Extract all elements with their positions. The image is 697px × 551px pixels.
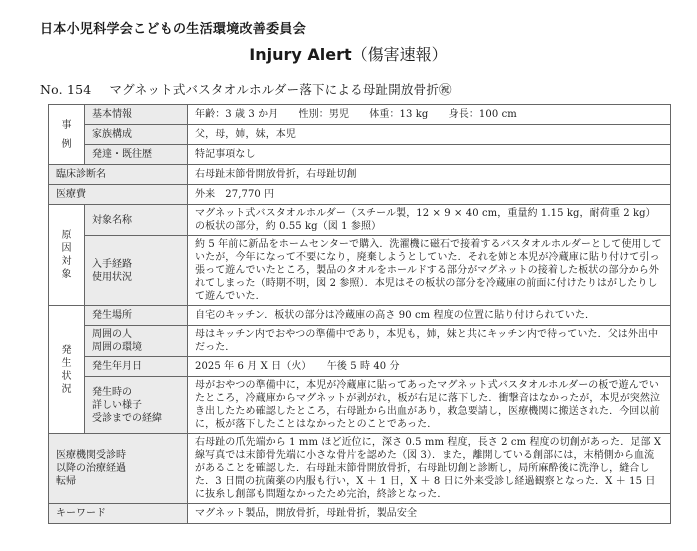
basic-info-value: 年齢：3 歳 3 か月 性別：男児 体重：13 kg 身長：100 cm [188, 105, 671, 125]
title-sub: （傷害速報） [351, 45, 448, 64]
table-row [49, 165, 671, 185]
table-row [49, 434, 671, 504]
report-number: No. 154 [40, 82, 92, 97]
section-situation: 発 生 状 況 [49, 306, 85, 434]
page-title [0, 42, 697, 65]
family-value: 父，母，姉，妹，本児 [188, 125, 671, 145]
table-row [49, 236, 671, 306]
table-row [49, 504, 671, 524]
keywords-value: マグネット製品，開放骨折，母趾骨折，製品安全 [188, 504, 671, 524]
development-label: 発達・既往歴 [85, 145, 188, 165]
table-row [49, 205, 671, 236]
report-title: マグネット式バスタオルホルダー落下による母趾開放骨折㊗ [109, 82, 452, 97]
table-row [49, 357, 671, 377]
table-row [49, 125, 671, 145]
incident-detail-value: 母がおやつの準備中に，本児が冷蔵庫に貼ってあったマグネット式バスタオルホルダーの板で遊んでいたところ，冷蔵庫からマグネットが剥がれ，板が右足に落下した．衝撃音はなかったが，本児が突然泣き出したため確認したところ，右母趾から出血があり，救急要請し，医療機関に搬送された．今回以前に，板が落下したことはなかったとのことであった． [188, 377, 671, 434]
treatment-label: 医療機関受診時 以降の治療経過 転帰 [49, 434, 188, 504]
family-label: 家族構成 [85, 125, 188, 145]
section-cause: 原 因 対 象 [49, 205, 85, 306]
treatment-value: 右母趾の爪先端から 1 mm ほど近位に，深さ 0.5 mm 程度，長さ 2 cm 程度の切創があった．足部 X 線写真では末節骨先端に小さな骨片を認めた（図 3）．また，離開している創部には，末梢側から血流があることを確認した．右母趾末節骨開放骨折，右母趾切創と診断し，局所麻酔後に洗浄し，縫合した．3 日間の抗菌薬の内服も行い，X ＋ 1 日，X ＋ 8 日に外来受診し経過観察となった．X ＋ 15 日に抜糸し創部も問題なかったため完治，終診となった． [188, 434, 671, 504]
organization-name: 日本小児科学会こどもの生活環境改善委員会 [40, 22, 307, 37]
diagnosis-value: 右母趾末節骨開放骨折，右母趾切創 [188, 165, 671, 185]
report-table [48, 104, 671, 524]
date-label: 発生年月日 [85, 357, 188, 377]
place-value: 自宅のキッチン．板状の部分は冷蔵庫の高さ 90 cm 程度の位置に貼り付けられていた． [188, 306, 671, 326]
medical-cost-value: 外来 27,770 円 [188, 185, 671, 205]
date-value: 2025 年 6 月 X 日（火） 午後 5 時 40 分 [188, 357, 671, 377]
development-value: 特記事項なし [188, 145, 671, 165]
product-name-value: マグネット式バスタオルホルダー（スチール製，12 × 9 × 40 cm，重量約 1.15 kg，耐荷重 2 kg）の板状の部分，約 0.55 kg（図 1 参照） [188, 205, 671, 236]
table-row [49, 145, 671, 165]
product-name-label: 対象名称 [85, 205, 188, 236]
place-label: 発生場所 [85, 306, 188, 326]
surroundings-label: 周囲の人 周囲の環境 [85, 326, 188, 357]
report-heading [40, 80, 452, 98]
table-row [49, 306, 671, 326]
section-case: 事 例 [49, 105, 85, 165]
table-row [49, 105, 671, 125]
medical-cost-label: 医療費 [49, 185, 188, 205]
surroundings-value: 母はキッチン内でおやつの準備中であり，本児も，姉，妹と共にキッチン内で待っていた．父は外出中だった． [188, 326, 671, 357]
table-row [49, 326, 671, 357]
table-row [49, 377, 671, 434]
acquisition-label: 入手経路 使用状況 [85, 236, 188, 306]
incident-detail-label: 発生時の 詳しい様子 受診までの経緯 [85, 377, 188, 434]
basic-info-label: 基本情報 [85, 105, 188, 125]
diagnosis-label: 臨床診断名 [49, 165, 188, 185]
acquisition-value: 約 5 年前に新品をホームセンターで購入．洗濯機に磁石で接着するバスタオルホルダーとして使用していたが，今年になって不要になり，廃棄しようとしていた．それを姉と本児が冷蔵庫に貼り付けて引っ張って遊んでいたところ，製品のタオルをホールドする部分がマグネットの接着した板状の部分から外れてしまった（時期不明，図 2 参照）．本児はその板状の部分を冷蔵庫の前面に付けたりはがしたりして遊んでいた． [188, 236, 671, 306]
title-main: Injury Alert [249, 45, 352, 64]
keywords-label: キーワード [49, 504, 188, 524]
table-row [49, 185, 671, 205]
